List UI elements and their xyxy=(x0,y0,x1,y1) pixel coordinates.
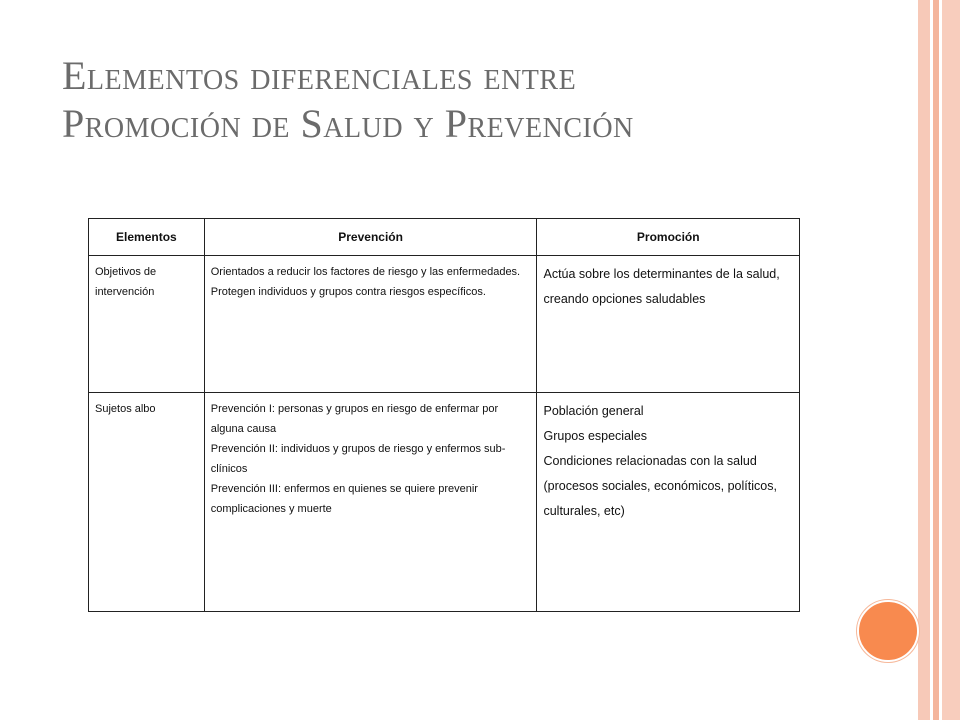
cell-line: Prevención II: individuos y grupos de riesgo y enfermos sub-clínicos xyxy=(210,443,506,475)
cell-promocion xyxy=(537,256,800,393)
slide-title xyxy=(62,52,902,148)
table-header-row xyxy=(89,219,800,256)
table-row xyxy=(89,393,800,612)
decor-circle xyxy=(857,600,919,662)
cell-line: Actúa sobre los determinantes de la salud, creando opciones saludables xyxy=(543,267,780,306)
decor-stripe xyxy=(942,0,960,720)
cell-line: Orientados a reducir los factores de riesgo y las enfermedades. xyxy=(210,266,521,278)
header-promocion: Promoción xyxy=(537,219,800,256)
table-row xyxy=(89,256,800,393)
cell-line: Población general xyxy=(543,404,644,418)
header-elementos: Elementos xyxy=(89,219,205,256)
cell-line: Condiciones relacionadas con la salud (procesos sociales, económicos, políticos, culturales, etc) xyxy=(543,454,777,518)
header-prevencion: Prevención xyxy=(204,219,537,256)
cell-line: Prevención I: personas y grupos en riesgo de enfermar por alguna causa xyxy=(210,403,499,435)
decor-stripe xyxy=(918,0,930,720)
cell-element: Objetivos de intervención xyxy=(89,256,205,393)
cell-element: Sujetos albo xyxy=(89,393,205,612)
comparison-table xyxy=(88,218,800,612)
cell-prevencion xyxy=(204,256,537,393)
cell-line: Grupos especiales xyxy=(543,429,648,443)
slide-title-line-2: Promoción de Salud y Prevención xyxy=(62,101,634,146)
cell-prevencion xyxy=(204,393,537,612)
cell-line: Protegen individuos y grupos contra riesgos específicos. xyxy=(210,286,486,298)
cell-line: Prevención III: enfermos en quienes se quiere prevenir complicaciones y muerte xyxy=(210,483,478,515)
slide-title-line-1: Elementos diferenciales entre xyxy=(62,53,577,98)
cell-promocion xyxy=(537,393,800,612)
